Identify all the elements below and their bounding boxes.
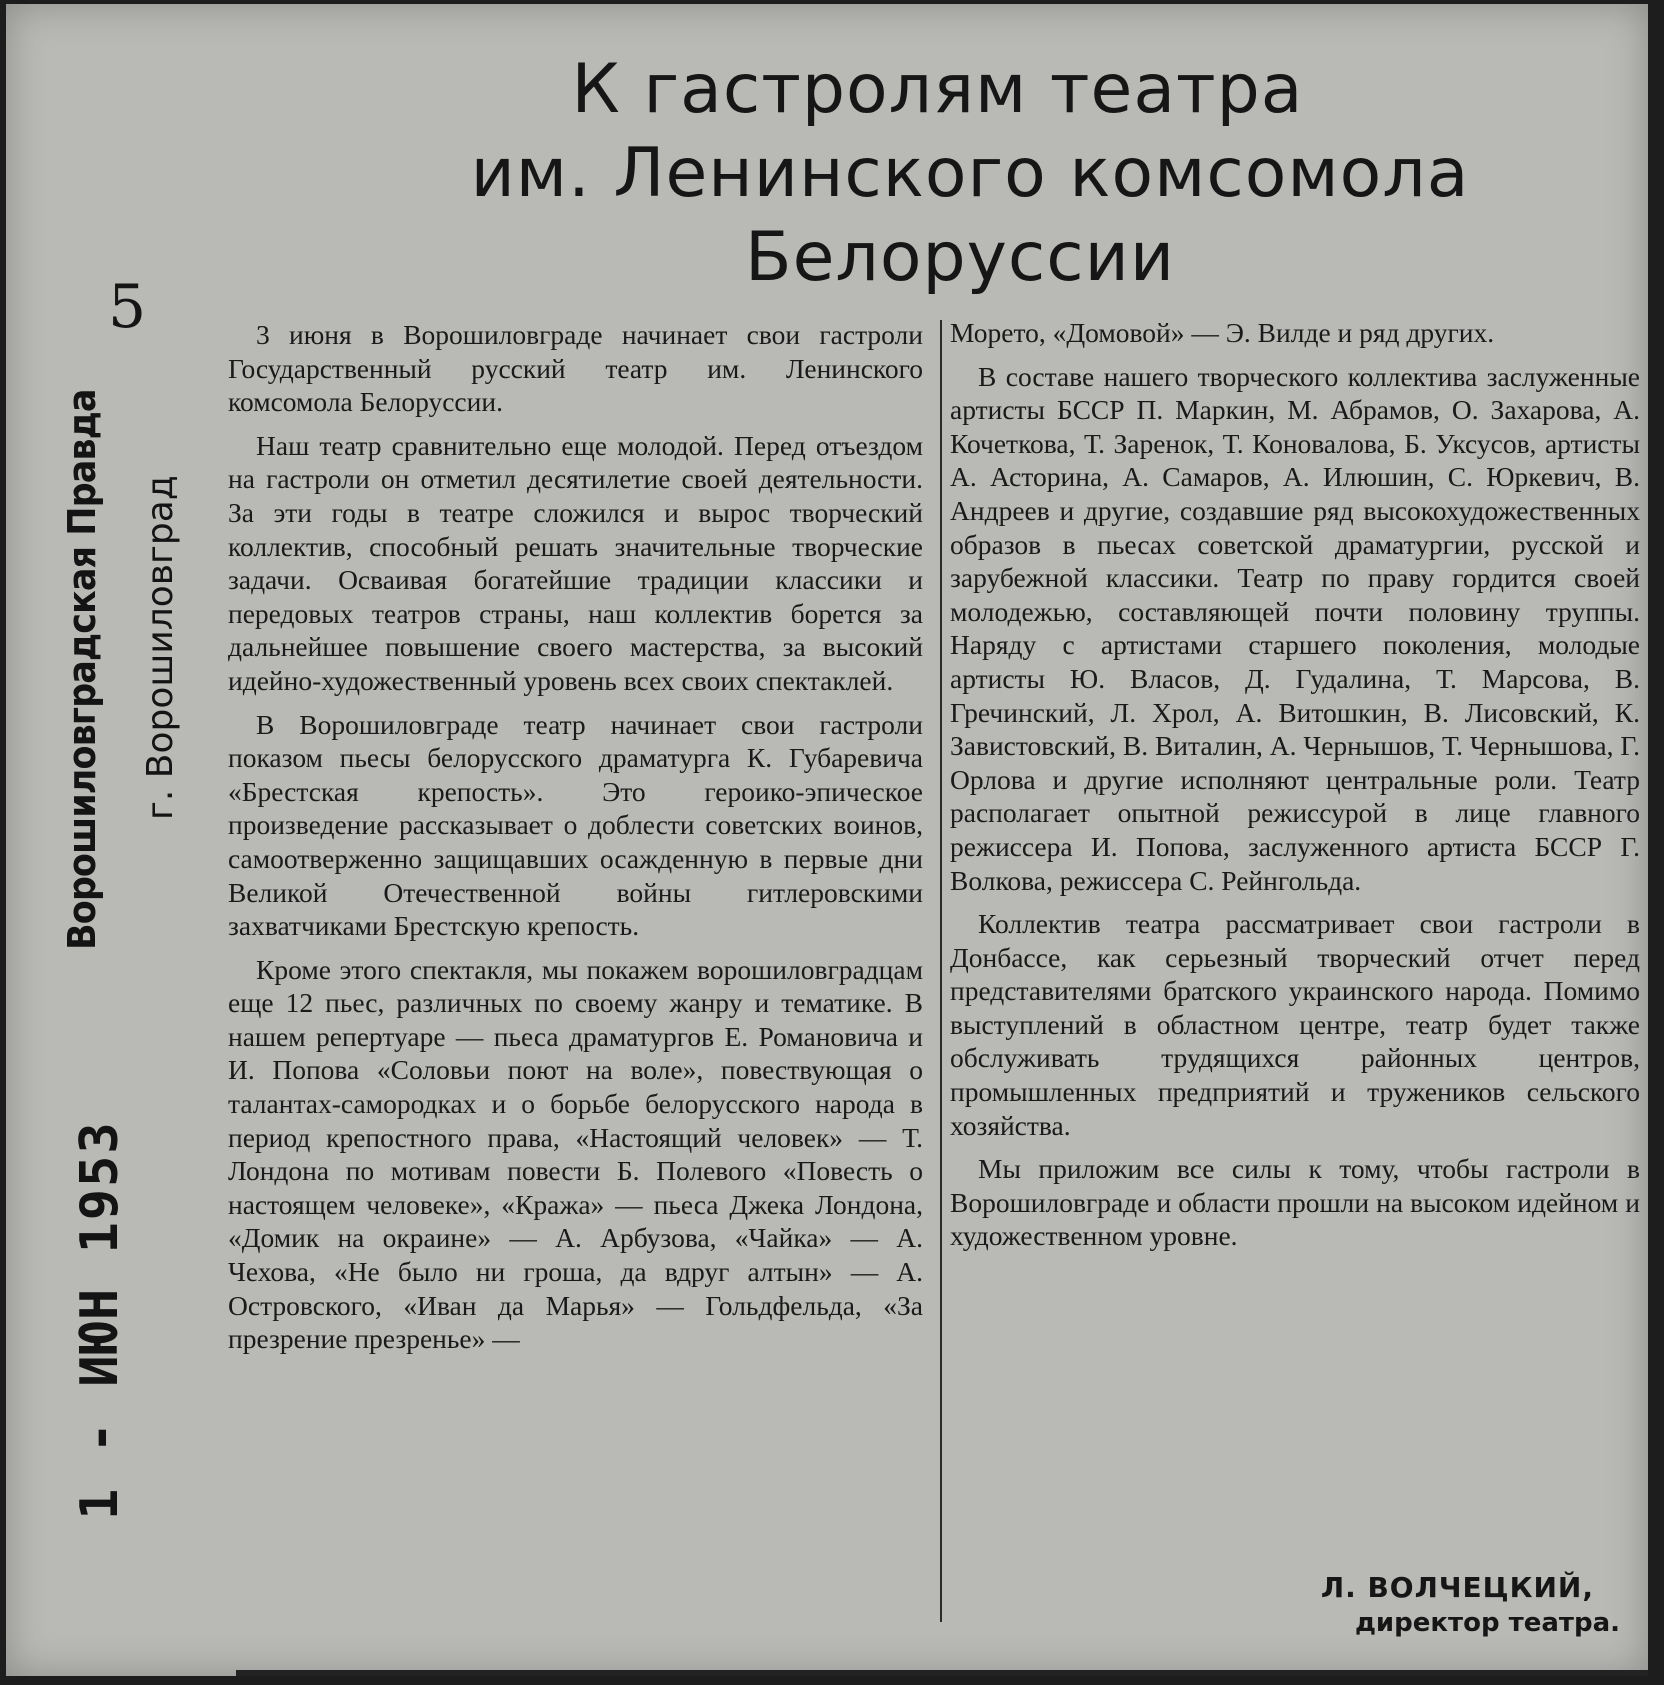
headline-line-2: им. Ленинского комсомола bbox=[470, 134, 1470, 213]
paragraph: Морето, «Домовой» — Э. Вилде и ряд других. bbox=[950, 317, 1495, 348]
author-role: директор театра. bbox=[1354, 1608, 1620, 1638]
column-divider bbox=[940, 320, 942, 1622]
article-column-left bbox=[228, 318, 923, 1356]
article-column-right bbox=[950, 316, 1640, 1253]
paragraph: В Ворошиловграде театр начинает свои гастроли показом пьесы белорусского драматурга К. Губаревича «Брестская крепость». Это героико-эпическое произведение рассказывает о доблести советских воинов, самоотверженно защищавших осажденную в первые дни Великой Отечественной войны гитлеровскими захватчиками Брестскую крепость. bbox=[228, 708, 923, 942]
author-signature bbox=[1321, 1571, 1620, 1638]
newspaper-name: Ворошиловградская Правда bbox=[60, 389, 104, 950]
paragraph: В составе нашего творческого коллектива заслуженные артисты БССР П. Маркин, М. Абрамов, О. Захарова, А. Кочеткова, Т. Заренок, Т. Коновалова, Б. Уксусов, артисты А. Асторина, А. Самаров, А. Илюшин, С. Юркевич, В. Андреев и другие, создавшие ряд высокохудожественных образов в пьесах советской драматургии, русской и зарубежной классики. Театр по праву гордится своей молодежью, составляющей почти половину труппы. Наряду с артистами старшего поколения, молодые артисты Ю. Власов, Д. Гудалина, Т. Марсова, В. Гречинский, Л. Хрол, А. Витошкин, В. Лисовский, К. Завистовский, В. Виталин, А. Чернышов, Т. Чернышова, Г. Орлова и другие исполняют центральные роли. Театр располагает опытной режиссурой в лице главного режиссера И. Попова, заслуженного артиста БССР Г. Волкова, режиссера С. Рейнгольда. bbox=[950, 360, 1641, 896]
paragraph: 3 июня в Ворошиловграде начинает свои гастроли Государственный русский театр им. Ленинского комсомола Белоруссии. bbox=[228, 319, 923, 418]
handwritten-page-mark: 5 bbox=[108, 272, 147, 342]
newspaper-city: г. Ворошиловград bbox=[140, 475, 181, 820]
paragraph: Коллектив театра рассматривает свои гастроли в Донбассе, как серьезный творческий отчет перед представителями братского украинского народа. Помимо выступлений в областном центре, театр будет также обслуживать трудящихся районных центров, промышленных предприятий и тружеников сельского хозяйства. bbox=[950, 908, 1640, 1141]
author-name: Л. ВОЛЧЕЦКИЙ, bbox=[1320, 1571, 1594, 1604]
paragraph: Кроме этого спектакля, мы покажем ворошиловградцам еще 12 пьес, различных по своему жанру и тематике. В нашем репертуаре — пьеса драматургов Е. Романовича и И. Попова «Соловьи поют на воле», повествующая о талантах-самородках и о борьбе белорусского народа в период крепостного права, «Настоящий человек» — Т. Лондона по мотивам повести Б. Полевого «Повесть о настоящем человеке», «Кража» — пьеса Джека Лондона, «Домик на окраине» — А. Арбузова, «Чайка» — А. Чехова, «Не было ни гроша, да вдруг алтын» — А. Островского, «Иван да Марья» — Гольдфельда, «За презрение презренье» — bbox=[228, 953, 923, 1355]
article-headline bbox=[380, 48, 1560, 300]
headline-line-3: Белоруссии bbox=[744, 218, 1176, 297]
headline-line-1: К гастролям театра bbox=[571, 50, 1304, 129]
paragraph: Наш театр сравнительно еще молодой. Перед отъездом на гастроли он отметил десятилетие своей деятельности. За эти годы в театре сложился и вырос творческий коллектив, способный решать значительные творческие задачи. Осваивая богатейшие традиции классики и передовых театров страны, наш коллектив борется за дальнейшее повышение своего мастерства, за высокий идейно-художественный уровень всех своих спектаклей. bbox=[228, 429, 923, 696]
stamp-date: 1 - ИЮН 1953 bbox=[70, 1120, 130, 1520]
bottom-rule bbox=[236, 1670, 1648, 1676]
paragraph: Мы приложим все силы к тому, чтобы гастроли в Ворошиловграде и области прошли на высоком идейном и художественном уровне. bbox=[950, 1153, 1640, 1252]
